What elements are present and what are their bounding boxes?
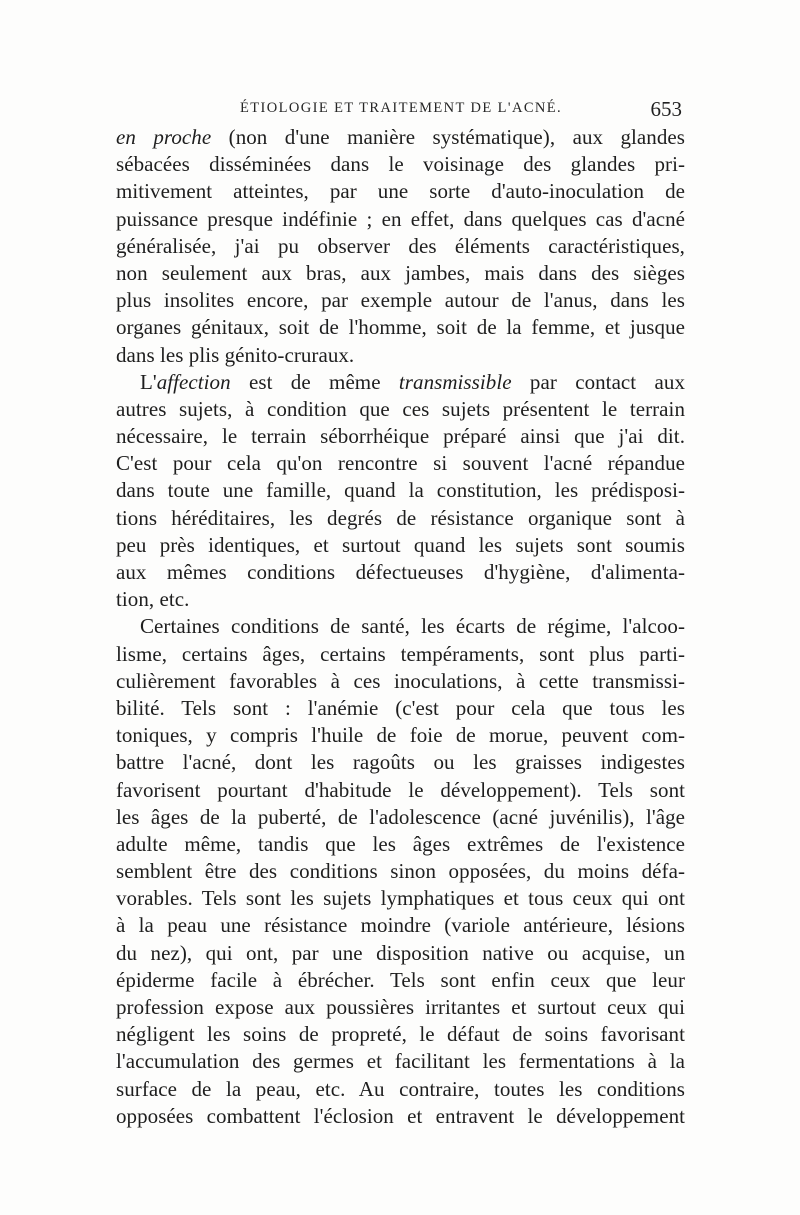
text-line: bilité. Tels sont : l'anémie (c'est pour cela que tous les <box>116 695 685 720</box>
text-line: non seulement aux bras, aux jambes, mais dans des sièges <box>116 260 685 285</box>
text-line: l'accumulation des germes et facilitant les fermentations à la <box>116 1049 685 1074</box>
text-line: à la peau une résistance moindre (variole antérieure, lésions <box>116 913 685 938</box>
text-line: opposées combattent l'éclosion et entravent le développement <box>116 1103 685 1128</box>
paragraph-start-line: Certaines conditions de santé, les écarts de régime, l'alcoo- <box>140 614 685 639</box>
text-line: tion, etc. <box>116 587 190 612</box>
text-line: profession expose aux poussières irritantes et surtout ceux qui <box>116 995 685 1019</box>
text-line: épiderme facile à ébrécher. Tels sont enfin ceux que leur <box>116 967 685 992</box>
text-line: surface de la peau, etc. Au contraire, toutes les conditions <box>116 1076 685 1101</box>
text-line: les âges de la puberté, de l'adolescence (acné juvénilis), l'âge <box>116 804 685 829</box>
text-line: peu près identiques, et surtout quand les sujets sont soumis <box>116 532 685 557</box>
text-line: vorables. Tels sont les sujets lymphatiques et tous ceux qui ont <box>116 886 685 911</box>
text-line: du nez), qui ont, par une disposition native ou acquise, un <box>116 940 685 965</box>
text-line: généralisée, j'ai pu observer des éléments caractéristiques, <box>116 233 685 258</box>
text-line: favorisent pourtant d'habitude le développement). Tels sont <box>116 777 685 802</box>
running-head: ÉTIOLOGIE ET TRAITEMENT DE L'ACNÉ. <box>240 100 563 116</box>
text-line: aux mêmes conditions défectueuses d'hygiène, d'alimenta- <box>116 560 685 584</box>
text-line: autres sujets, à condition que ces sujets présentent le terrain <box>116 396 685 421</box>
page-header <box>116 98 684 122</box>
text-line: nécessaire, le terrain séborrhéique préparé ainsi que j'ai dit. <box>116 424 685 449</box>
text-line: dans les plis génito-cruraux. <box>116 342 355 367</box>
text-line: battre l'acné, dont les ragoûts ou les graisses indigestes <box>116 750 685 775</box>
text-line: lisme, certains âges, certains tempéraments, sont plus parti- <box>116 641 685 666</box>
text-line: C'est pour cela qu'on rencontre si souvent l'acné répandue <box>116 451 685 476</box>
text-line: plus insolites encore, par exemple autour de l'anus, dans les <box>116 288 685 313</box>
paragraph-start-line: L'affection est de même transmissible par contact aux <box>140 369 685 394</box>
italic-term: en proche <box>116 125 212 149</box>
text-line: culièrement favorables à ces inoculations, à cette transmissi- <box>116 668 685 693</box>
text-line: organes génitaux, soit de l'homme, soit de la femme, et jusque <box>116 315 685 340</box>
page-number: 653 <box>650 97 682 121</box>
italic-term: affection <box>156 369 231 394</box>
text-line: dans toute une famille, quand la constitution, les prédisposi- <box>116 478 685 503</box>
text-line: en proche (non d'une manière systématique), aux glandes <box>116 125 685 149</box>
text-line: adulte même, tandis que les âges extrêmes de l'existence <box>116 831 685 856</box>
text-line: puissance presque indéfinie ; en effet, dans quelques cas d'acné <box>116 206 685 231</box>
text-line: toniques, y compris l'huile de foie de morue, peuvent com- <box>116 723 685 748</box>
text-line: négligent les soins de propreté, le défaut de soins favorisant <box>116 1022 685 1047</box>
body-text <box>116 124 685 1130</box>
text-line: mitivement atteintes, par une sorte d'auto-inoculation de <box>116 179 685 204</box>
text-line: semblent être des conditions sinon opposées, du moins défa- <box>116 859 685 884</box>
italic-term: transmissible <box>398 369 512 394</box>
text-line: sébacées disséminées dans le voisinage des glandes pri- <box>116 152 685 177</box>
text-line: tions héréditaires, les degrés de résistance organique sont à <box>116 505 685 530</box>
